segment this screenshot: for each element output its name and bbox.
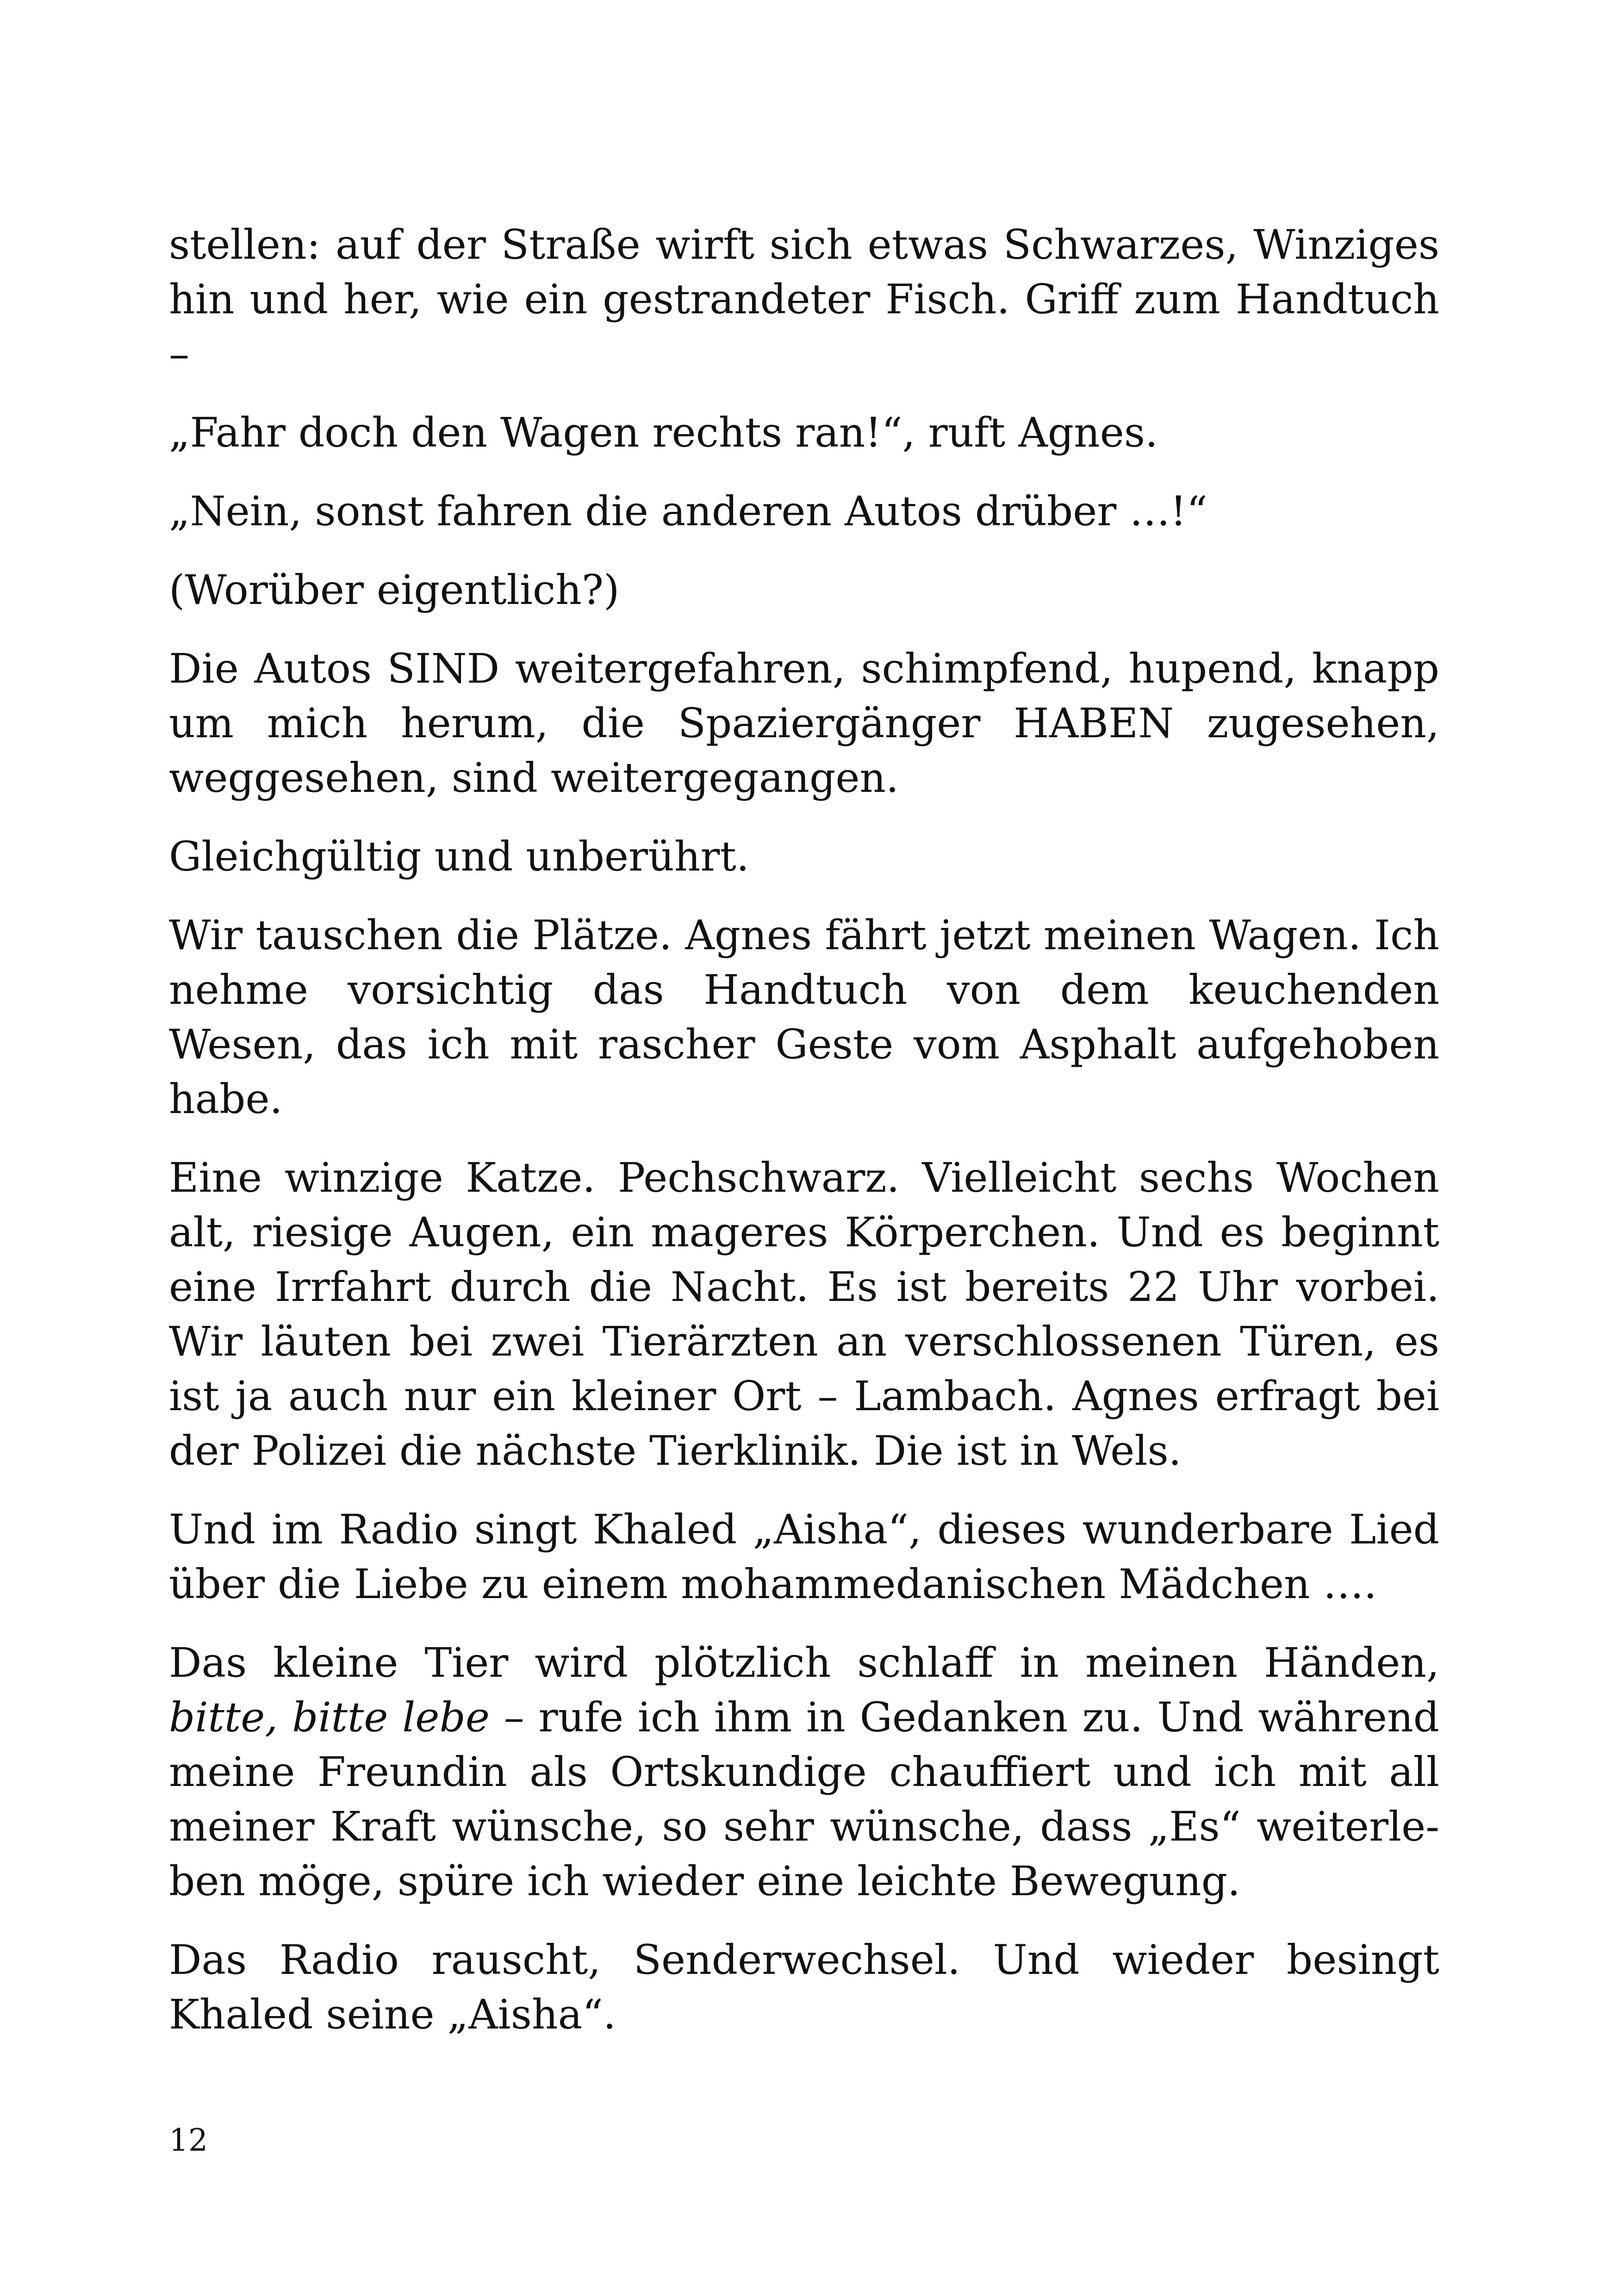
paragraph-6: Gleichgültig und unberührt. <box>169 833 749 880</box>
paragraph-10 <box>169 1636 1439 1909</box>
body-text <box>169 218 1439 2066</box>
page-number: 12 <box>169 2122 208 2158</box>
paragraph-10-italic: bitte, bitte lebe <box>169 1693 490 1741</box>
paragraph-9: Und im Radio singt Khaled „Aisha“, dieses wunderbare Lied über die Liebe zu einem mohammedanischen Mädchen …. <box>169 1506 1439 1608</box>
paragraph-5: Die Autos SIND weitergefahren, schimpfend, hupend, knapp um mich herum, die Spaziergänger HABEN zugesehen, weggesehen, sind weitergegangen. <box>169 645 1439 802</box>
paragraph-3: „Nein, sonst fahren die anderen Autos drüber …!“ <box>169 487 1207 535</box>
paragraph-7: Wir tauschen die Plätze. Agnes fährt jetzt meinen Wagen. Ich nehme vorsichtig das Handtuch von dem keuchenden Wesen, das ich mit rascher Geste vom Asphalt aufgehoben habe. <box>169 911 1439 1123</box>
paragraph-10-start: Das kleine Tier wird plötzlich schlaff in meinen Händen, <box>169 1639 1439 1686</box>
paragraph-2: „Fahr doch den Wagen rechts ran!“, ruft Agnes. <box>169 409 1158 456</box>
paragraph-1: stellen: auf der Straße wirft sich etwas Schwarzes, Winziges hin und her, wie ein gestrandeter Fisch. Griff zum Handtuch – <box>169 221 1439 378</box>
paragraph-8: Eine winzige Katze. Pechschwarz. Vielleicht sechs Wochen alt, riesige Augen, ein mageres Körperchen. Und es beginnt eine Irrfahrt durch die Nacht. Es ist bereits 22 Uhr vorbei. Wir läuten bei zwei Tierärzten an verschlossenen Türen, es ist ja auch nur ein kleiner Ort – Lambach. Agnes erfragt bei der Polizei die nächste Tierklinik. Die ist in Wels. <box>169 1154 1439 1475</box>
paragraph-4: (Worüber eigentlich?) <box>169 566 620 614</box>
paragraph-11: Das Radio rauscht, Senderwechsel. Und wieder besingt Khaled seine „Aisha“. <box>169 1936 1439 2038</box>
paragraph-10-end: – rufe ich ihm in Gedanken zu. Und während meine Freundin als Ortskundige chauffiert und ich mit all meiner Kraft wünsche, so sehr wünsche, dass „Es“ weiterleben möge, spüre ich wieder eine leichte Bewegung. <box>169 1693 1439 1905</box>
